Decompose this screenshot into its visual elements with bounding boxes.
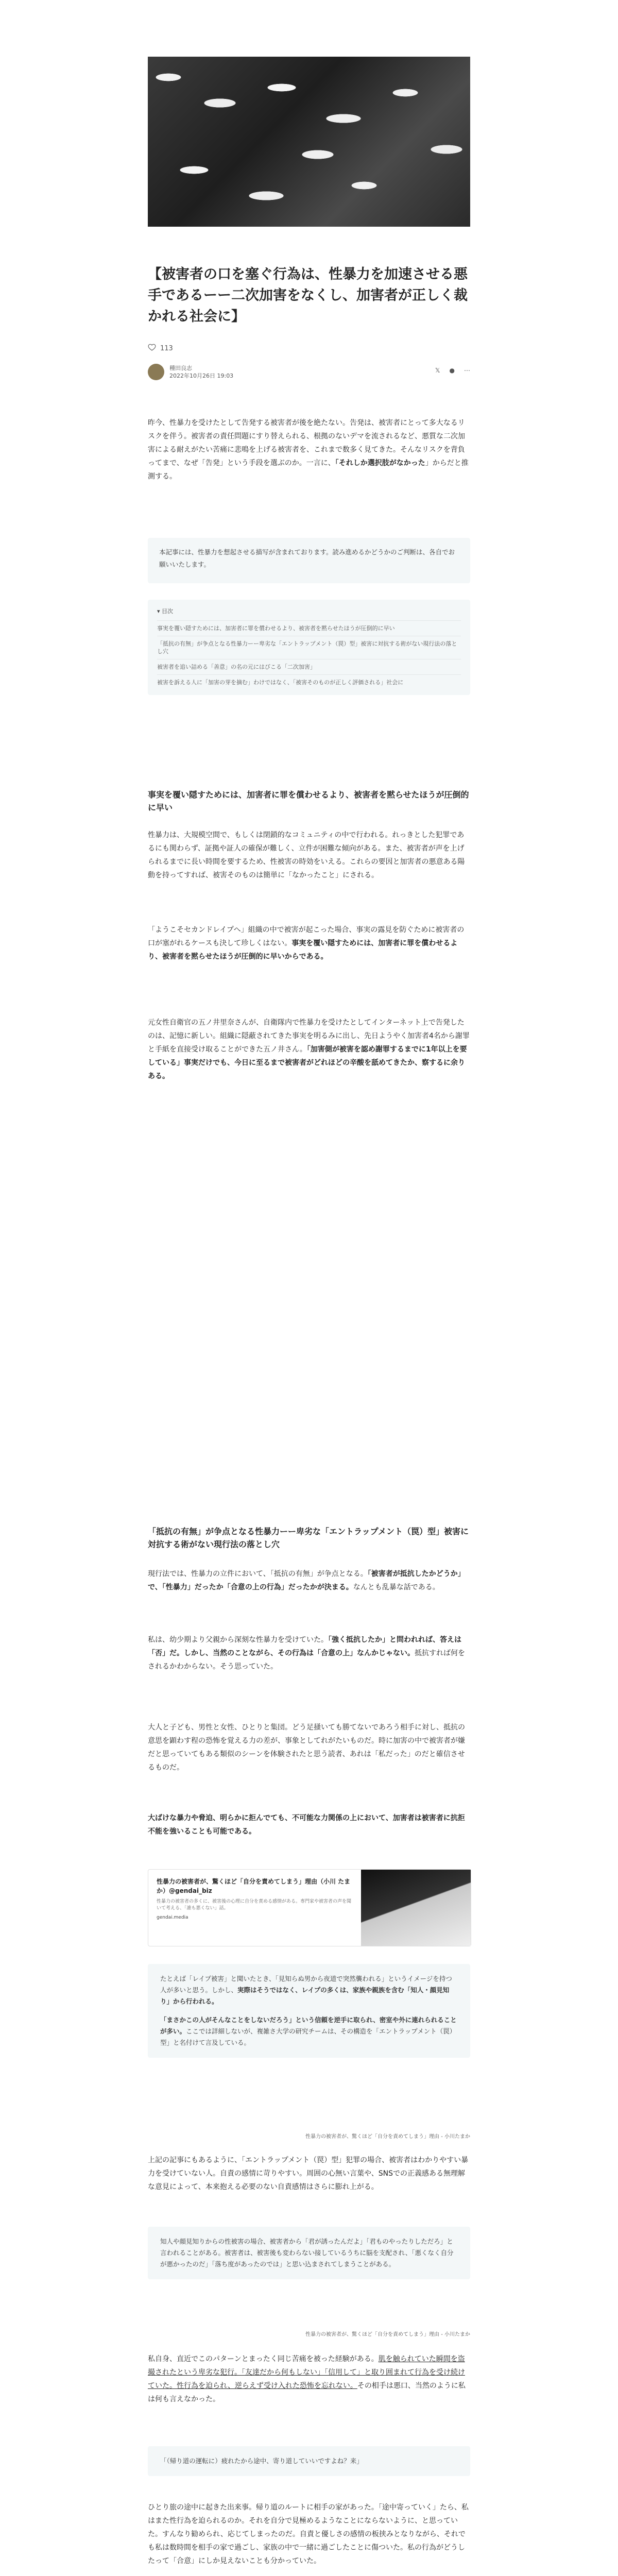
article-title: 【被害者の口を塞ぐ行為は、性暴力を加速させる悪手であるーー二次加害をなくし、加害者が正しく裁かれる社会に】 [148,266,468,325]
toc-title: ▾ 目次 [157,608,174,615]
more-options-icon[interactable]: ⋯ [464,367,470,374]
intro-paragraph: 昨今、性暴力を受けたとして告発する被害者が後を絶たない。告発は、被害者にとって多大なるリスクを伴う。被害者の責任問題にすり替えられる、根拠のないデマを流されるなど、悪質な二次加害による耐えがたい苦痛に悲鳴を上げる被害者を、これまで数多く見てきた。そんなリスクを背負ってまで、なぜ「告発」という手段を選ぶのか。一言に、「それしか選択肢がなかった」からだと推測する。 [148,419,469,481]
facebook-share-icon[interactable]: ● [449,367,455,374]
heart-icon[interactable] [148,343,156,353]
paragraph: 現行法では、性暴力の立件において、「抵抗の有無」が争点となる。「被害者が抵抗したかどうか」で、「性暴力」だったか「合意の上の行為」だったかが決まる。なんとも乱暴な話である。 [148,1570,465,1591]
author-meta [169,364,233,380]
toc-item[interactable]: 被害者を追い詰める「善意」の名の元にはびこる「二次加害」 [157,659,461,674]
link-card-domain: gendai.media [157,1915,188,1920]
author-avatar[interactable] [148,364,164,380]
post-date: 2022年10月26日 19:03 [169,372,234,379]
link-card[interactable] [148,1869,471,1946]
paragraph: 大ばけな暴力や脅迫、明らかに拒んでても、不可能な力関係の上において、加害者は被害者に抗拒不能を強いることも可能である。 [148,1814,465,1836]
paragraph: 大人と子ども、男性と女性、ひとりと集団。どう足掻いても勝てないであろう相手に対し、抵抗の意思を顕わす程の恐怖を覚える力の差が、事象としてれがたいものだ。時に加害の中で被害者が嫌だと思っていてもある類似のシーンを体験されたと思う読者、あれは「私だった」のだと確信させるものだ。 [148,1723,465,1772]
paragraph: ひとり旅の途中に起きた出来事。帰り道のルートに相手の家があった。「途中寄っていく」たら、私はまた性行為を迫られるのか。それを自分で見極めるようなことにならないように、と思っていた。すんなり勧められ、応じてしまったのだ。自責と優しさの感情の板挟みとなりながら、それでも私は数時間を相手の家で過ごし、家族の中で一緒に過ごしたことに傷ついた。私の行為がどうしたって「合意」にしか見えないことも分かっていた。 [148,2503,469,2565]
hero-image [148,57,470,227]
blockquote: たとえば「レイプ被害」と聞いたとき、「見知らぬ男から夜道で突然襲われる」というイメージを持つ人が多いと思う。しかし、実際はそうではなく、レイプの多くは、家族や親族を含む「知人・顔見知り」から行われる。 「まさかこの人がそんなことをしないだろう」という信頼を逆手に取られ、密室や外に連れられることが多い。ここでは詳細しないが、複雑さ大学の研究チームは、その構造を「エントラップメント（罠）型」と名付けて言及している。 [148,1964,470,2058]
author-row [148,363,470,381]
toc-item[interactable]: 事実を覆い隠すためには、加害者に罪を償わせるより、被害者を黙らせたほうが圧倒的に早い [157,620,461,636]
paragraph: 性暴力は、大規模空間で、もしくは閉鎖的なコミュニティの中で行われる。れっきとした犯罪であるにも関わらず、証拠や証人の確保が難しく、立件が困難な傾向がある。また、被害者が声を上げられるまでに長い時間を要するため、性被害の時効をいえる。これらの要因と加害者の悪意ある陽動を持ってすれば、被害そのものは簡単に「なかったこと」にされる。 [148,831,465,879]
paragraph: 私自身、直近でこのパターンとまったく同じ苦痛を被った経験がある。肌を触られていた瞬間を盗撮されたという卑劣な犯行。「友達だから何もしない」「信用して」と取り囲まれて行為を受け続けていた。性行為を迫られ、逆らえず受け入れた恐怖を忘れない。その相手は悪口、当然のように私は何も言えなかった。 [148,2355,466,2403]
inline-link[interactable]: 肌を触られていた瞬間を盗撮されたという卑劣な犯行。「友達だから何もしない」「信用して」と取り囲まれて行為を受け続けていた。性行為を迫られ、逆らえず受け入れた恐怖を忘れない。 [148,2355,465,2390]
blockquote: 知人や顔見知りからの性被害の場合、被害者から「君が誘ったんだよ」「君ものやったりしただろ」と言われることがある。被害者は、被害後も変わらない接しているうちに脳を支配され、「悪くなく自分が悪かったのだ」「落ち度があったのでは」と思い込まされてしまうことがある。 [148,2227,470,2279]
quote-caption: 性暴力の被害者が、驚くほど「自分を責めてしまう」理由 - 小川たまか [305,2134,470,2140]
link-card-title: 性暴力の被害者が、驚くほど「自分を責めてしまう」理由（小川 たまか）@gendai_biz [157,1878,351,1894]
section-heading: 「抵抗の有無」が争点となる性暴力ーー卑劣な「エントラップメント（罠）型」被害に対抗する術がない現行法の落とし穴 [148,1527,469,1549]
paragraph: 私は、幼少期より父親から深刻な性暴力を受けていた。「強く抵抗したか」と問われれば、答えは「否」だ。しかし、当然のことながら、その行為は「合意の上」なんかじゃない。抵抗すれば何をされるかわからない。そう思っていた。 [148,1636,465,1671]
link-card-thumbnail [361,1870,471,1946]
x-share-icon[interactable]: 𝕏 [435,367,440,374]
share-icons [435,367,470,374]
author-name[interactable]: 種田良志 [169,365,192,371]
blockquote: 「（帰り道の運転に）疲れたから途中、寄り道していいですよね？来」 [148,2446,470,2476]
paragraph: 元女性自衛官の五ノ井里奈さんが、自衛隊内で性暴力を受けたとしてインターネット上で告発したのは、記憶に新しい。組織に隠蔽されてきた事実を明るみに出し、先日ようやく加害者4名から謝罪と手紙を直接受け取ることができた五ノ井さん。「加害側が被害を認め謝罪するまでに1年以上を要している」事実だけでも、今日に至るまで被害者がどれほどの辛酸を舐めてきたか、察するに余りある。 [148,1019,470,1080]
table-of-contents [148,600,470,695]
toc-item[interactable]: 「抵抗の有無」が争点となる性暴力ーー卑劣な「エントラップメント（罠）型」被害に対抗する術がない現行法の落とし穴 [157,636,461,659]
like-count: 113 [160,344,173,352]
section-heading: 事実を覆い隠すためには、加害者に罪を償わせるより、被害者を黙らせたほうが圧倒的に早い [148,790,469,812]
content-warning: 本記事には、性暴力を想起させる描写が含まれております。読み進めるかどうかのご判断は、各自でお願いいたします。 [148,538,470,583]
toc-item[interactable]: 被害を訴える人に「加害の芽を摘む」わけではなく、「被害そのものが正しく評価される」社会に [157,674,461,690]
quote-caption: 性暴力の被害者が、驚くほど「自分を責めてしまう」理由 - 小川たまか [305,2332,470,2337]
paragraph: 「ようこそセカンドレイプへ」組織の中で被害が起こった場合、事実の露見を防ぐために被害者の口が塞がれるケースも決して珍しくはない。事実を覆い隠すためには、加害者に罪を償わせるより、被害者を黙らせたほうが圧倒的に早いからである。 [148,926,465,961]
paragraph: 上記の記事にもあるように、「エントラップメント（罠）型」犯罪の場合、被害者はわかりやすい暴力を受けていない人。自責の感情に苛りやすい。周囲の心無い言葉や、SNSでの正義感ある無理解な意見によって、本来抱える必要のない自責感情はさらに膨れ上がる。 [148,2156,469,2191]
like-area [148,343,470,353]
link-card-description: 性暴力の被害者の多くに、被害後の心理に自分を責める感情がある。専門家や被害者の声を聞いて考える、「誰も悪くない」話。 [157,1899,352,1911]
